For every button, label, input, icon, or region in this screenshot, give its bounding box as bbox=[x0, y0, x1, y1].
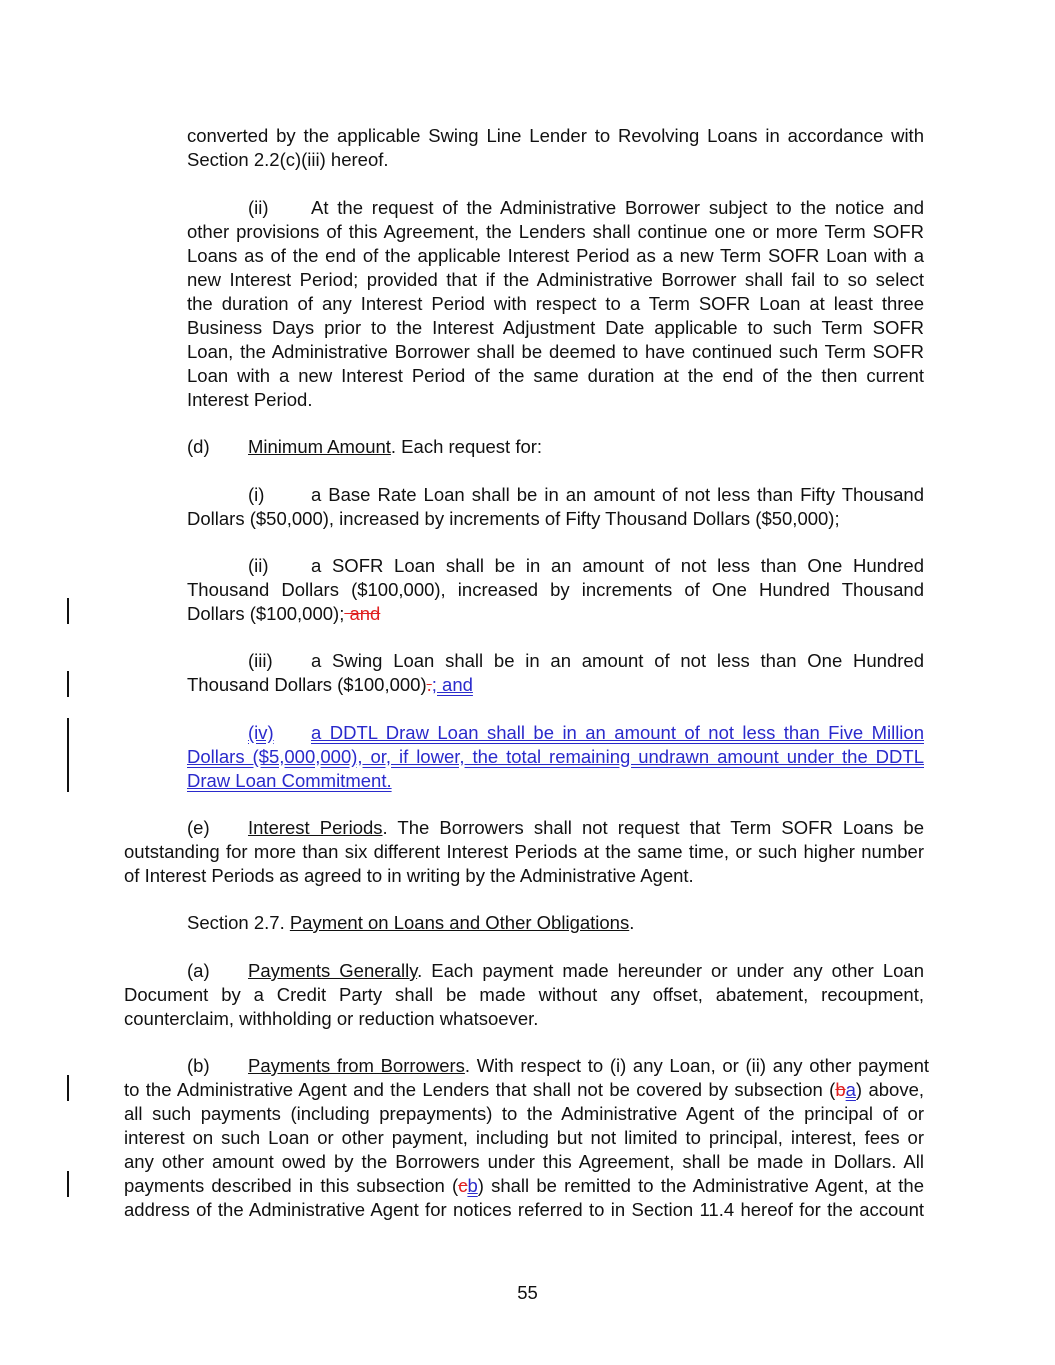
clause-number: (iv) bbox=[248, 722, 274, 743]
change-bar bbox=[67, 1075, 69, 1101]
section-label: Section 2.7. bbox=[187, 912, 290, 933]
body-text: Document by a Credit Party shall be made without any offset, abatement, recoupment, bbox=[124, 984, 924, 1005]
body-text: Thousand Dollars ($100,000) bbox=[187, 674, 427, 695]
body-text: a Swing Loan shall be in an amount of not less than One Hundred bbox=[311, 650, 924, 671]
clause-heading-line bbox=[248, 435, 542, 459]
body-text: all such payments (including prepayments) to the Administrative Agent of the principal of or bbox=[124, 1103, 924, 1124]
change-bar bbox=[67, 718, 69, 792]
body-text: a SOFR Loan shall be in an amount of not less than One Hundred bbox=[311, 555, 924, 576]
body-text-line bbox=[124, 1174, 924, 1198]
clause-heading: Payments Generally bbox=[248, 960, 418, 981]
body-text: ) above, bbox=[855, 1079, 924, 1100]
clause-number: (b) bbox=[187, 1055, 210, 1076]
change-bar bbox=[67, 598, 69, 624]
body-text: . With respect to (i) any Loan, or (ii) any other payment bbox=[464, 1055, 929, 1076]
body-text: counterclaim, withholding or reduction whatsoever. bbox=[124, 1008, 539, 1029]
body-text: . Each request for: bbox=[390, 436, 543, 457]
body-text: Loans as of the end of the applicable Interest Period as a new Term SOFR Loan with a bbox=[187, 245, 924, 266]
body-text: Loan, the Administrative Borrower shall be deemed to have continued such Term SOFR bbox=[187, 341, 924, 362]
body-text: new Interest Period; provided that if the Administrative Borrower shall fail to so select bbox=[187, 269, 924, 290]
clause-number: (ii) bbox=[248, 555, 269, 576]
body-text-line bbox=[248, 816, 924, 840]
body-text: other provisions of this Agreement, the Lenders shall continue one or more Term SOFR bbox=[187, 221, 924, 242]
deleted-text: b bbox=[835, 1079, 846, 1100]
body-text: interest on such Loan or other payment, including but not limited to principal, interest, fees or bbox=[124, 1127, 924, 1148]
page-number: 55 bbox=[517, 1282, 538, 1303]
inserted-text: Dollars ($5,000,000), or, if lower, the total remaining undrawn amount under the DDTL bbox=[187, 746, 924, 767]
inserted-text: ; and bbox=[431, 674, 473, 695]
body-text: address of the Administrative Agent for notices referred to in Section 11.4 hereof for the account bbox=[124, 1199, 924, 1220]
body-text: outstanding for more than six different Interest Periods at the same time, or such higher number bbox=[124, 841, 924, 862]
body-text: Section 2.2(c)(iii) hereof. bbox=[187, 149, 389, 170]
body-text-line bbox=[187, 673, 473, 697]
inserted-text: Draw Loan Commitment. bbox=[187, 770, 392, 791]
body-text: ) shall be remitted to the Administrative Agent, at the bbox=[477, 1175, 924, 1196]
clause-number: (iii) bbox=[248, 650, 273, 671]
body-text: to the Administrative Agent and the Lenders that shall not be covered by subsection ( bbox=[124, 1079, 836, 1100]
body-text: converted by the applicable Swing Line Lender to Revolving Loans in accordance with bbox=[187, 125, 924, 146]
clause-number: (ii) bbox=[248, 197, 269, 218]
body-text: Thousand Dollars ($100,000), increased by increments of One Hundred Thousand bbox=[187, 579, 924, 600]
punctuation: . bbox=[629, 912, 635, 933]
inserted-text: a bbox=[845, 1079, 856, 1100]
body-text: Business Days prior to the Interest Adjustment Date applicable to such Term SOFR bbox=[187, 317, 924, 338]
deleted-text: and bbox=[344, 603, 381, 624]
deleted-text: . bbox=[426, 674, 432, 695]
change-bar bbox=[67, 1171, 69, 1197]
clause-number: (e) bbox=[187, 817, 210, 838]
body-text: any other amount owed by the Borrowers under this Agreement, shall be made in Dollars. All bbox=[124, 1151, 924, 1172]
deleted-text: c bbox=[458, 1175, 468, 1196]
clause-heading: Minimum Amount bbox=[248, 436, 391, 457]
section-heading-line bbox=[187, 911, 634, 935]
clause-heading: Interest Periods bbox=[248, 817, 383, 838]
body-text: . The Borrowers shall not request that Term SOFR Loans be bbox=[382, 817, 924, 838]
clause-number: (i) bbox=[248, 484, 265, 505]
inserted-text: b bbox=[467, 1175, 478, 1196]
body-text: At the request of the Administrative Borrower subject to the notice and bbox=[311, 197, 924, 218]
body-text: payments described in this subsection ( bbox=[124, 1175, 459, 1196]
body-text: the duration of any Interest Period with respect to a Term SOFR Loan at least three bbox=[187, 293, 924, 314]
change-bar bbox=[67, 671, 69, 697]
body-text-line bbox=[248, 959, 924, 983]
body-text-line bbox=[187, 602, 380, 626]
body-text: Dollars ($100,000); bbox=[187, 603, 345, 624]
body-text-line bbox=[248, 1054, 929, 1078]
body-text: Loan with a new Interest Period of the same duration at the end of the then current bbox=[187, 365, 924, 386]
body-text: Dollars ($50,000), increased by increments of Fifty Thousand Dollars ($50,000); bbox=[187, 508, 840, 529]
section-heading: Payment on Loans and Other Obligations bbox=[289, 912, 630, 933]
body-text: of Interest Periods as agreed to in writing by the Administrative Agent. bbox=[124, 865, 694, 886]
body-text-line bbox=[124, 1078, 924, 1102]
body-text: Interest Period. bbox=[187, 389, 313, 410]
clause-heading: Payments from Borrowers bbox=[248, 1055, 465, 1076]
body-text: . Each payment made hereunder or under any other Loan bbox=[417, 960, 924, 981]
clause-number: (d) bbox=[187, 436, 210, 457]
inserted-text: a DDTL Draw Loan shall be in an amount of not less than Five Million bbox=[311, 722, 924, 743]
clause-number: (a) bbox=[187, 960, 210, 981]
body-text: a Base Rate Loan shall be in an amount of not less than Fifty Thousand bbox=[311, 484, 924, 505]
